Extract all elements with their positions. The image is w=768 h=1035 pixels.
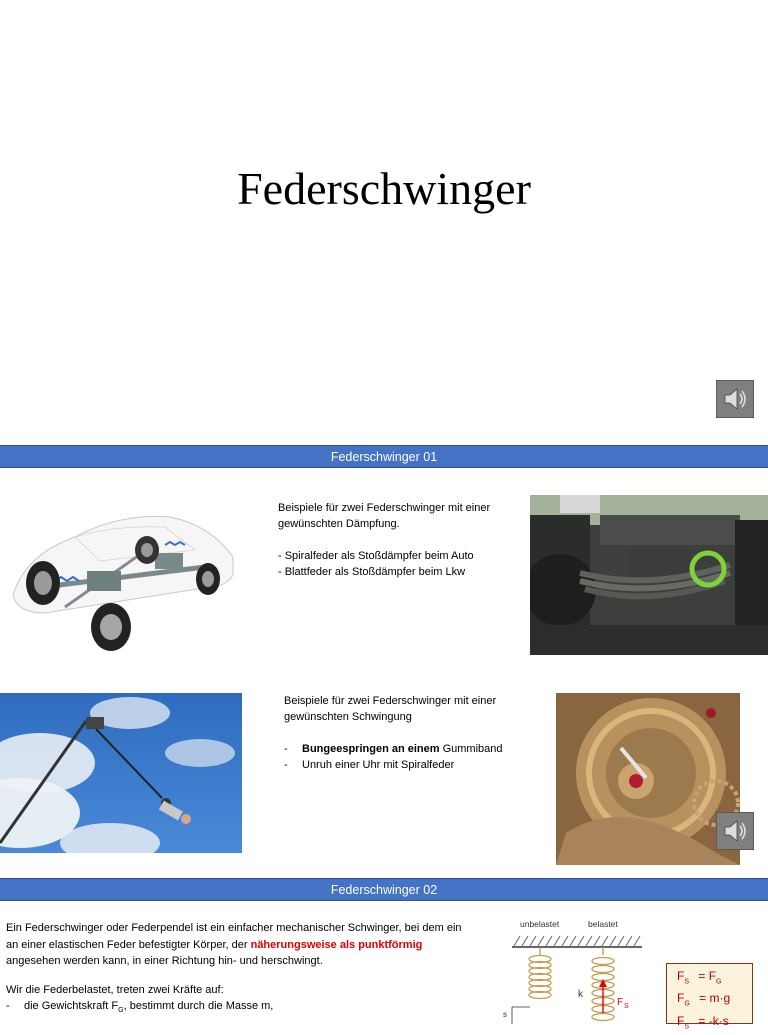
spring-diagram xyxy=(500,915,660,1024)
oscillation-item-watch: - Unruh einer Uhr mit Spiralfeder xyxy=(284,759,455,771)
forces-intro: Wir die Federbelastet, treten zwei Kräfte auf: xyxy=(6,983,224,996)
label-force-sub: S xyxy=(624,1003,629,1010)
formula-force-balance: $F_S = F_G$ xyxy=(677,969,722,986)
speaker-icon xyxy=(717,813,753,849)
damping-item-car: - Spiralfeder als Stoßdämpfer beim Auto xyxy=(278,550,474,562)
damping-intro: Beispiele für zwei Federschwinger mit einer gewünschten Dämpfung. xyxy=(278,502,491,530)
oscillation-item-bungee: - Bungeespringen an einem Gummiband xyxy=(284,743,503,755)
bungee-jumping-image xyxy=(0,693,242,853)
truck-leaf-spring-image xyxy=(530,495,768,655)
damping-item-truck: - Blattfeder als Stoßdämpfer beim Lkw xyxy=(278,566,466,578)
slide-header: Federschwinger 01 xyxy=(0,445,768,468)
formula-box xyxy=(666,963,753,1031)
label-k: k xyxy=(578,989,583,1000)
oscillation-intro: Beispiele für zwei Federschwinger mit einer gewünschten Schwingung xyxy=(284,695,497,723)
slide-title: Federschwinger xyxy=(237,163,531,214)
text-block-definition xyxy=(6,920,472,1020)
slide-header: Federschwinger 02 xyxy=(0,878,768,901)
text-block-oscillation xyxy=(284,693,524,773)
car-suspension-image xyxy=(5,495,240,660)
label-unloaded: unbelastet xyxy=(520,919,560,929)
label-s: s xyxy=(503,1010,507,1019)
audio-button[interactable] xyxy=(716,380,754,418)
label-force: F xyxy=(617,997,624,1008)
force-item-weight: - die Gewichtskraft $F_G$, bestimmt durch die Masse m, xyxy=(6,1000,274,1015)
definition-paragraph: Ein Federschwinger oder Federpendel ist ein einfacher mechanischer Schwinger, bei dem ein an einer elastischen Feder befestigter Körper, der näherungsweise als punktförmig angesehen werden kann, in einer Richtung hin- und herschwingt. xyxy=(6,922,462,967)
text-block-damping xyxy=(278,500,518,580)
speaker-icon xyxy=(717,381,753,417)
label-loaded: belastet xyxy=(588,919,618,929)
formula-weight: $F_G = m\cdot g$ xyxy=(677,991,731,1008)
formula-hooke: $F_S = -k\cdot s$ xyxy=(677,1013,729,1031)
watch-balance-wheel-image xyxy=(556,693,740,865)
audio-button[interactable] xyxy=(716,812,754,850)
